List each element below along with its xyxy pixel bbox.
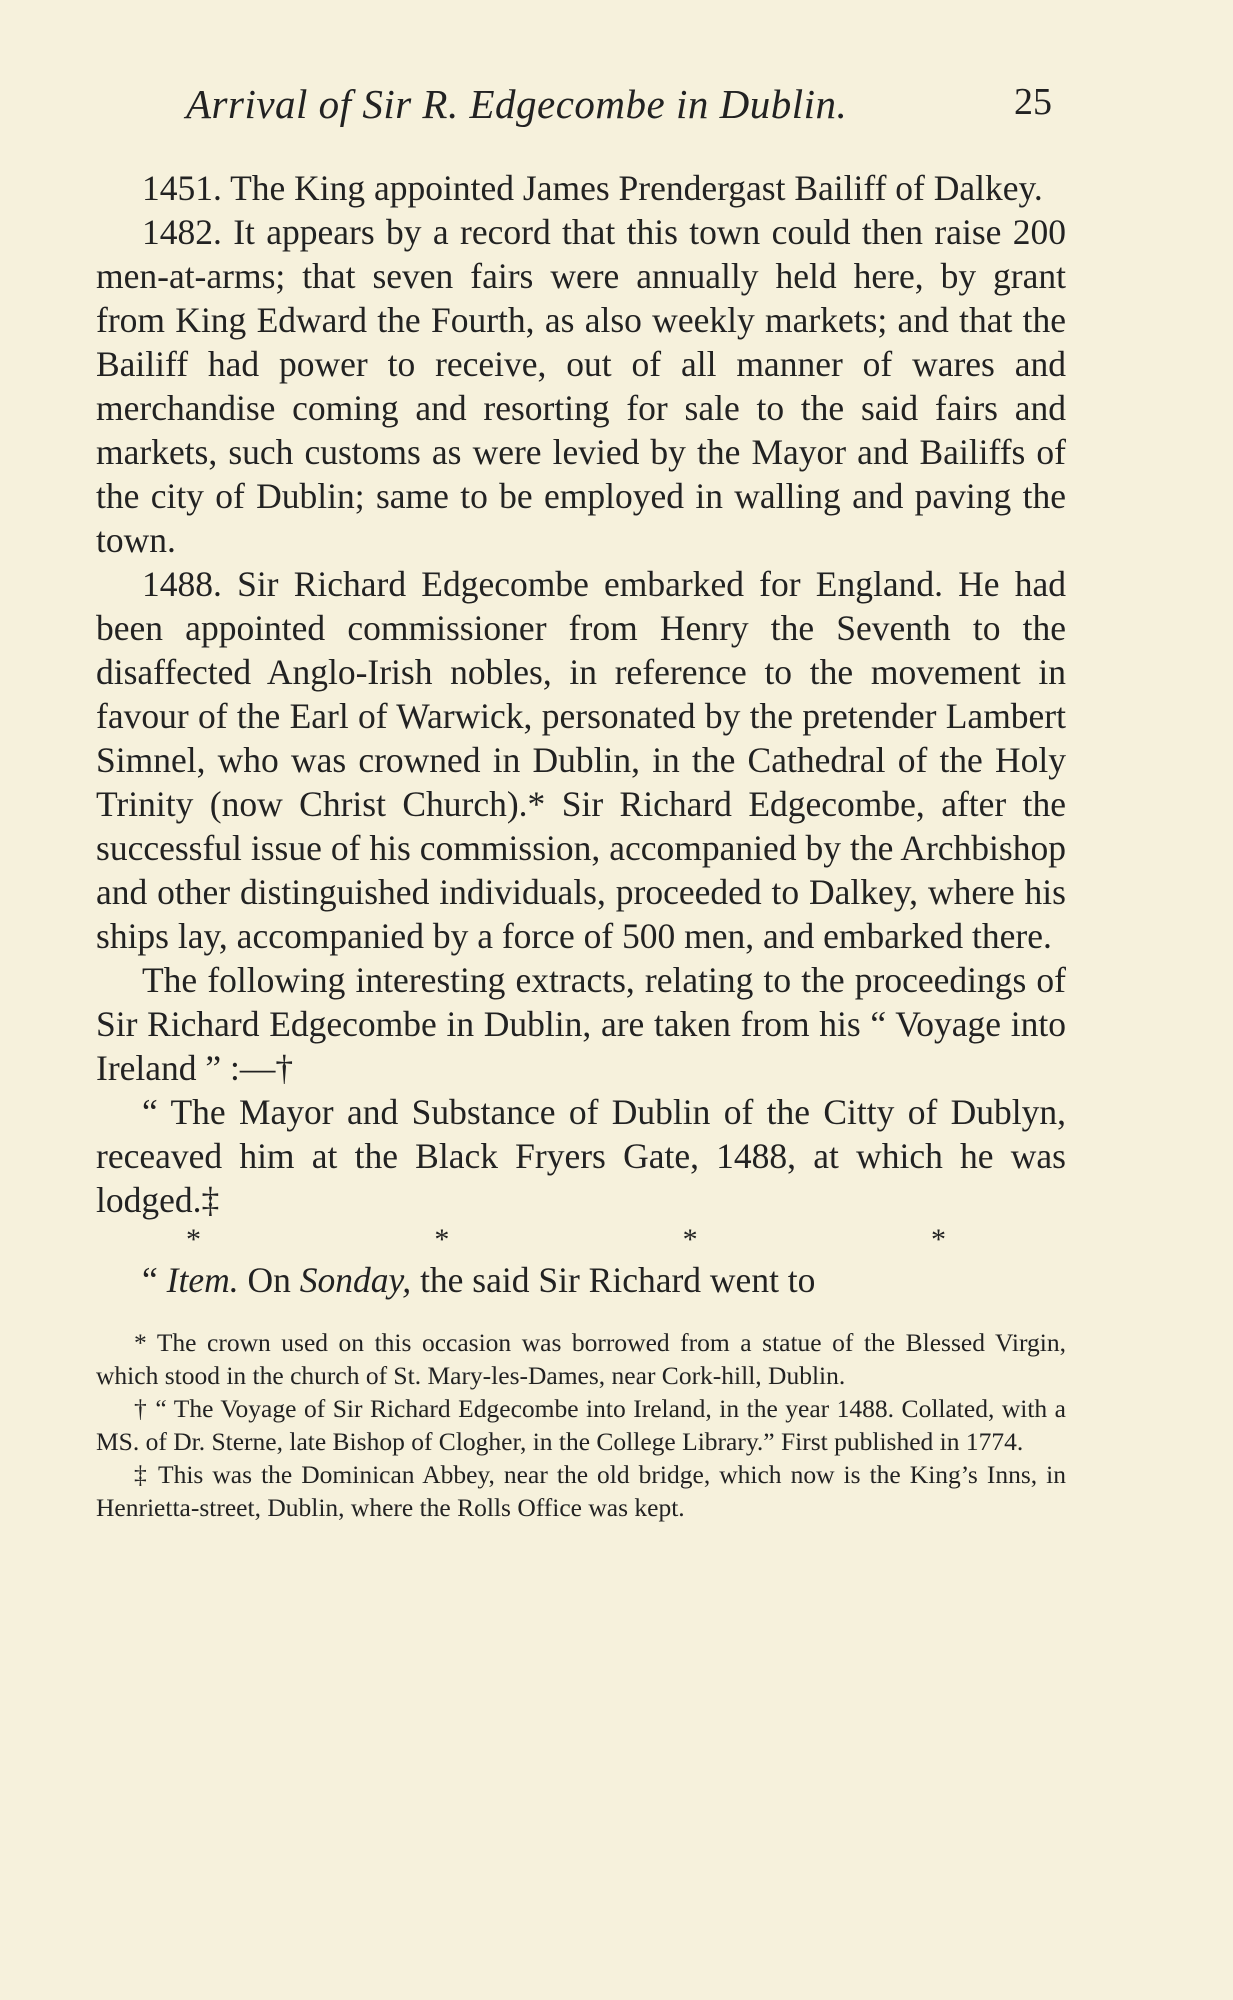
star-3: * <box>682 1223 698 1256</box>
footnote-double-dagger: ‡ This was the Dominican Abbey, near the old bridge, which now is the King’s Inns, in Henrietta-street, Dublin, where the Rolls Office was kept. <box>96 1460 1066 1522</box>
page-header <box>96 80 1066 142</box>
paragraph-item-sonday <box>96 1258 1066 1302</box>
section-break-stars <box>186 1222 946 1258</box>
star-4: * <box>930 1223 946 1256</box>
paragraph-1488: 1488. Sir Richard Edgecombe embarked for England. He had been appointed commissioner from Henry the Seventh to the disaffected Anglo-Irish nobles, in reference to the movement in favour of the Earl of Warwick, personated by the pretender Lambert Simnel, who was crowned in Dublin, in the Cathedral of the Holy Trinity (now Christ Church).* Sir Richard Edgecombe, after the successful issue of his commission, accompanied by the Archbishop and other distinguished individuals, proceeded to Dalkey, where his ships lay, accompanied by a force of 500 men, and embarked there. <box>96 564 1066 956</box>
page-number: 25 <box>1014 81 1052 123</box>
item-rest: the said Sir Richard went to <box>411 1260 816 1300</box>
body-text <box>96 166 1066 1302</box>
footnote-asterisk: * The crown used on this occasion was borrowed from a statue of the Blessed Virgin, which stood in the church of St. Mary-les-Dames, near Cork-hill, Dublin. <box>96 1328 1066 1390</box>
sonday-word: Sonday, <box>299 1260 412 1300</box>
paragraph-1482: 1482. It appears by a record that this town could then raise 200 men-at-arms; that seven fairs were annually held here, by grant from King Edward the Fourth, as also weekly markets; and that the Bailiff had power to receive, out of all manner of wares and merchandise coming and resorting for sale to the said fairs and markets, such customs as were levied by the Mayor and Bailiffs of the city of Dublin; same to be employed in walling and paving the town. <box>96 212 1066 560</box>
paragraph-1451: 1451. The King appointed James Prendergast Bailiff of Dalkey. <box>142 168 1043 208</box>
open-quote: “ <box>142 1260 167 1300</box>
footnotes <box>96 1326 1066 1524</box>
footnote-dagger: † “ The Voyage of Sir Richard Edgecombe into Ireland, in the year 1488. Collated, with a MS. of Dr. Sterne, late Bishop of Clogher, in the College Library.” First published in 1774. <box>96 1394 1066 1456</box>
paragraph-extracts-intro: The following interesting extracts, relating to the proceedings of Sir Richard Edgecombe in Dublin, are taken from his “ Voyage into Ireland ” :—† <box>96 960 1066 1088</box>
star-2: * <box>434 1223 450 1256</box>
star-1: * <box>186 1223 201 1256</box>
on-word: On <box>238 1260 300 1300</box>
item-word: Item. <box>166 1260 239 1300</box>
book-page <box>96 80 1066 1524</box>
paragraph-quotation: “ The Mayor and Substance of Dublin of the Citty of Dublyn, receaved him at the Black Fryers Gate, 1488, at which he was lodged.‡ <box>96 1092 1066 1220</box>
running-head: Arrival of Sir R. Edgecombe in Dublin. <box>186 81 848 127</box>
